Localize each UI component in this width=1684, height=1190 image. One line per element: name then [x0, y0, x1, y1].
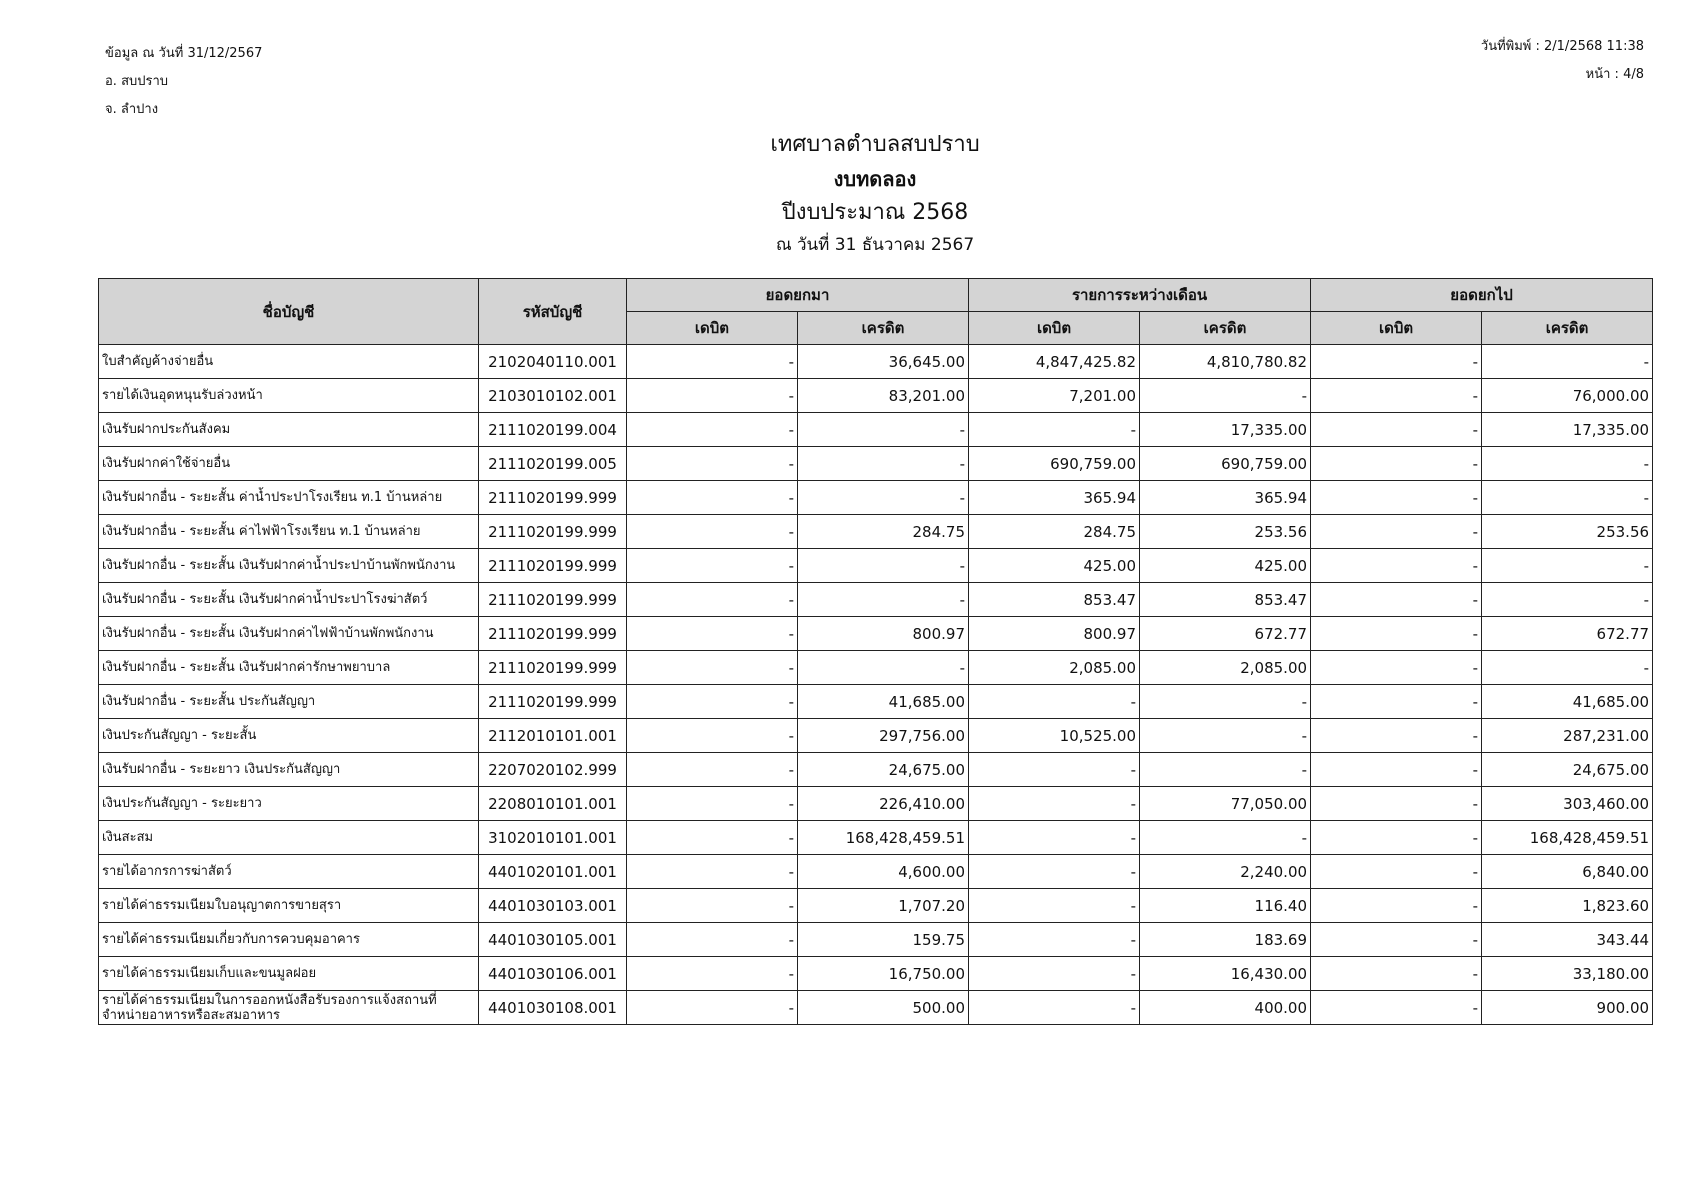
- bf-credit: 159.75: [798, 923, 969, 957]
- cf-debit: -: [1311, 413, 1482, 447]
- table-row: [99, 549, 1653, 583]
- bf-credit: 297,756.00: [798, 719, 969, 753]
- organization-name: เทศบาลตำบลสบปราบ: [770, 132, 980, 157]
- bf-debit: -: [627, 447, 798, 481]
- bf-debit: -: [627, 481, 798, 515]
- table-row: [99, 923, 1653, 957]
- cf-debit: -: [1311, 481, 1482, 515]
- cf-credit: -: [1482, 651, 1653, 685]
- province: จ. ลำปาง: [105, 102, 159, 117]
- cf-debit: -: [1311, 379, 1482, 413]
- header-bf-credit: เครดิต: [798, 312, 969, 345]
- account-code: 2102040110.001: [479, 345, 627, 379]
- cf-debit: -: [1311, 447, 1482, 481]
- bf-debit: -: [627, 923, 798, 957]
- header-during-month: รายการระหว่างเดือน: [969, 279, 1311, 312]
- cf-debit: -: [1311, 651, 1482, 685]
- cf-credit: 33,180.00: [1482, 957, 1653, 991]
- bf-debit: -: [627, 617, 798, 651]
- cf-credit: -: [1482, 549, 1653, 583]
- account-code: 4401030106.001: [479, 957, 627, 991]
- month-credit: 183.69: [1140, 923, 1311, 957]
- cf-debit: -: [1311, 583, 1482, 617]
- account-name: เงินรับฝากอื่น - ระยะยาว เงินประกันสัญญา: [99, 753, 479, 787]
- cf-credit: 6,840.00: [1482, 855, 1653, 889]
- cf-debit: -: [1311, 345, 1482, 379]
- month-credit: 253.56: [1140, 515, 1311, 549]
- report-meta-left: [105, 40, 262, 124]
- header-month-credit: เครดิต: [1140, 312, 1311, 345]
- account-name: เงินรับฝากอื่น - ระยะสั้น เงินรับฝากค่ารักษาพยาบาล: [99, 651, 479, 685]
- cf-debit: -: [1311, 821, 1482, 855]
- month-debit: 284.75: [969, 515, 1140, 549]
- district: อ. สบปราบ: [105, 74, 169, 89]
- header-carried-forward: ยอดยกไป: [1311, 279, 1653, 312]
- bf-debit: -: [627, 345, 798, 379]
- account-code: 2208010101.001: [479, 787, 627, 821]
- month-credit: 116.40: [1140, 889, 1311, 923]
- bf-credit: 168,428,459.51: [798, 821, 969, 855]
- table-row: [99, 957, 1653, 991]
- bf-debit: -: [627, 855, 798, 889]
- cf-debit: -: [1311, 957, 1482, 991]
- bf-credit: 41,685.00: [798, 685, 969, 719]
- month-credit: 4,810,780.82: [1140, 345, 1311, 379]
- bf-debit: -: [627, 379, 798, 413]
- trial-balance-table: [98, 278, 1653, 1025]
- cf-debit: -: [1311, 787, 1482, 821]
- month-debit: -: [969, 753, 1140, 787]
- table-row: [99, 991, 1653, 1025]
- cf-debit: -: [1311, 515, 1482, 549]
- account-code: 2111020199.999: [479, 583, 627, 617]
- bf-credit: 36,645.00: [798, 345, 969, 379]
- account-code: 4401030105.001: [479, 923, 627, 957]
- bf-debit: -: [627, 719, 798, 753]
- bf-credit: -: [798, 481, 969, 515]
- account-code: 2103010102.001: [479, 379, 627, 413]
- month-credit: -: [1140, 753, 1311, 787]
- cf-credit: -: [1482, 583, 1653, 617]
- month-debit: 800.97: [969, 617, 1140, 651]
- cf-debit: -: [1311, 855, 1482, 889]
- account-name: เงินสะสม: [99, 821, 479, 855]
- bf-credit: 4,600.00: [798, 855, 969, 889]
- header-cf-credit: เครดิต: [1482, 312, 1653, 345]
- bf-debit: -: [627, 753, 798, 787]
- month-debit: -: [969, 957, 1140, 991]
- table-body: [99, 345, 1653, 1025]
- cf-debit: -: [1311, 549, 1482, 583]
- account-name: เงินรับฝากอื่น - ระยะสั้น ประกันสัญญา: [99, 685, 479, 719]
- account-code: 2112010101.001: [479, 719, 627, 753]
- table-row: [99, 345, 1653, 379]
- cf-credit: 253.56: [1482, 515, 1653, 549]
- month-debit: 10,525.00: [969, 719, 1140, 753]
- month-credit: 2,240.00: [1140, 855, 1311, 889]
- cf-credit: -: [1482, 345, 1653, 379]
- month-credit: 17,335.00: [1140, 413, 1311, 447]
- bf-credit: -: [798, 413, 969, 447]
- account-name: เงินรับฝากประกันสังคม: [99, 413, 479, 447]
- account-name: รายได้ค่าธรรมเนียมเก็บและขนมูลฝอย: [99, 957, 479, 991]
- cf-credit: 287,231.00: [1482, 719, 1653, 753]
- account-name: รายได้ค่าธรรมเนียมใบอนุญาตการขายสุรา: [99, 889, 479, 923]
- month-credit: 400.00: [1140, 991, 1311, 1025]
- bf-debit: -: [627, 413, 798, 447]
- bf-debit: -: [627, 685, 798, 719]
- bf-credit: 24,675.00: [798, 753, 969, 787]
- cf-credit: 1,823.60: [1482, 889, 1653, 923]
- month-credit: -: [1140, 685, 1311, 719]
- table-row: [99, 617, 1653, 651]
- account-code: 2111020199.004: [479, 413, 627, 447]
- month-debit: -: [969, 787, 1140, 821]
- account-name: รายได้ค่าธรรมเนียมเกี่ยวกับการควบคุมอาคาร: [99, 923, 479, 957]
- table-row: [99, 379, 1653, 413]
- account-name: รายได้อากรการฆ่าสัตว์: [99, 855, 479, 889]
- print-date: วันที่พิมพ์ : 2/1/2568 11:38: [1480, 39, 1644, 54]
- bf-debit: -: [627, 787, 798, 821]
- month-credit: -: [1140, 379, 1311, 413]
- as-of-date: ณ วันที่ 31 ธันวาคม 2567: [775, 235, 975, 255]
- month-credit: 77,050.00: [1140, 787, 1311, 821]
- cf-debit: -: [1311, 753, 1482, 787]
- cf-debit: -: [1311, 719, 1482, 753]
- cf-credit: 343.44: [1482, 923, 1653, 957]
- bf-debit: -: [627, 957, 798, 991]
- bf-debit: -: [627, 583, 798, 617]
- account-code: 2111020199.999: [479, 685, 627, 719]
- month-debit: -: [969, 923, 1140, 957]
- cf-debit: -: [1311, 923, 1482, 957]
- account-name: เงินประกันสัญญา - ระยะสั้น: [99, 719, 479, 753]
- account-code: 2111020199.999: [479, 515, 627, 549]
- table-row: [99, 889, 1653, 923]
- bf-debit: -: [627, 991, 798, 1025]
- account-code: 2111020199.999: [479, 651, 627, 685]
- table-row: [99, 583, 1653, 617]
- account-code: 4401020101.001: [479, 855, 627, 889]
- month-debit: 425.00: [969, 549, 1140, 583]
- cf-credit: 41,685.00: [1482, 685, 1653, 719]
- table-row: [99, 481, 1653, 515]
- account-code: 3102010101.001: [479, 821, 627, 855]
- account-name: เงินประกันสัญญา - ระยะยาว: [99, 787, 479, 821]
- bf-debit: -: [627, 821, 798, 855]
- month-credit: 16,430.00: [1140, 957, 1311, 991]
- cf-credit: 672.77: [1482, 617, 1653, 651]
- bf-credit: 500.00: [798, 991, 969, 1025]
- account-code: 2111020199.005: [479, 447, 627, 481]
- month-debit: 690,759.00: [969, 447, 1140, 481]
- month-debit: -: [969, 685, 1140, 719]
- header-cf-debit: เดบิต: [1311, 312, 1482, 345]
- cf-credit: -: [1482, 447, 1653, 481]
- table-row: [99, 787, 1653, 821]
- bf-credit: 226,410.00: [798, 787, 969, 821]
- bf-credit: -: [798, 447, 969, 481]
- month-debit: 7,201.00: [969, 379, 1140, 413]
- account-name: รายได้ค่าธรรมเนียมในการออกหนังสือรับรองการแจ้งสถานที่จำหน่ายอาหารหรือสะสมอาหาร: [99, 991, 479, 1025]
- month-debit: -: [969, 991, 1140, 1025]
- report-title: งบทดลอง: [833, 167, 917, 191]
- month-credit: 425.00: [1140, 549, 1311, 583]
- account-code: 2111020199.999: [479, 549, 627, 583]
- bf-debit: -: [627, 651, 798, 685]
- account-name: ใบสำคัญค้างจ่ายอื่น: [99, 345, 479, 379]
- account-name: เงินรับฝากอื่น - ระยะสั้น ค่าไฟฟ้าโรงเรียน ท.1 บ้านหล่าย: [99, 515, 479, 549]
- fiscal-year: ปีงบประมาณ 2568: [781, 200, 969, 225]
- bf-credit: 16,750.00: [798, 957, 969, 991]
- month-debit: -: [969, 821, 1140, 855]
- month-credit: 853.47: [1140, 583, 1311, 617]
- account-code: 2111020199.999: [479, 617, 627, 651]
- report-titles: [0, 128, 1684, 260]
- table-row: [99, 651, 1653, 685]
- header-account-code: รหัสบัญชี: [479, 279, 627, 345]
- account-name: เงินรับฝากอื่น - ระยะสั้น เงินรับฝากค่าไฟฟ้าบ้านพักพนักงาน: [99, 617, 479, 651]
- account-code: 4401030103.001: [479, 889, 627, 923]
- bf-debit: -: [627, 549, 798, 583]
- month-credit: 672.77: [1140, 617, 1311, 651]
- month-debit: -: [969, 889, 1140, 923]
- cf-credit: -: [1482, 481, 1653, 515]
- header-bf-debit: เดบิต: [627, 312, 798, 345]
- table-row: [99, 719, 1653, 753]
- header-brought-forward: ยอดยกมา: [627, 279, 969, 312]
- month-credit: 365.94: [1140, 481, 1311, 515]
- table-row: [99, 413, 1653, 447]
- account-name: เงินรับฝากอื่น - ระยะสั้น เงินรับฝากค่าน้ำประปาโรงฆ่าสัตว์: [99, 583, 479, 617]
- account-code: 2207020102.999: [479, 753, 627, 787]
- month-debit: 365.94: [969, 481, 1140, 515]
- month-debit: 853.47: [969, 583, 1140, 617]
- bf-credit: 800.97: [798, 617, 969, 651]
- cf-credit: 168,428,459.51: [1482, 821, 1653, 855]
- account-name: เงินรับฝากอื่น - ระยะสั้น ค่าน้ำประปาโรงเรียน ท.1 บ้านหล่าย: [99, 481, 479, 515]
- account-code: 4401030108.001: [479, 991, 627, 1025]
- account-name: เงินรับฝากค่าใช้จ่ายอื่น: [99, 447, 479, 481]
- bf-credit: -: [798, 549, 969, 583]
- month-credit: -: [1140, 821, 1311, 855]
- cf-debit: -: [1311, 889, 1482, 923]
- bf-debit: -: [627, 889, 798, 923]
- cf-credit: 900.00: [1482, 991, 1653, 1025]
- bf-credit: -: [798, 583, 969, 617]
- cf-credit: 24,675.00: [1482, 753, 1653, 787]
- report-meta-right: [1481, 33, 1644, 89]
- bf-credit: 1,707.20: [798, 889, 969, 923]
- month-credit: 2,085.00: [1140, 651, 1311, 685]
- cf-credit: 17,335.00: [1482, 413, 1653, 447]
- month-debit: -: [969, 413, 1140, 447]
- bf-credit: -: [798, 651, 969, 685]
- cf-debit: -: [1311, 617, 1482, 651]
- bf-credit: 284.75: [798, 515, 969, 549]
- cf-credit: 76,000.00: [1482, 379, 1653, 413]
- table-row: [99, 855, 1653, 889]
- bf-debit: -: [627, 515, 798, 549]
- table-row: [99, 515, 1653, 549]
- table-row: [99, 447, 1653, 481]
- page-number: หน้า : 4/8: [1585, 67, 1644, 82]
- header-month-debit: เดบิต: [969, 312, 1140, 345]
- month-debit: -: [969, 855, 1140, 889]
- month-credit: 690,759.00: [1140, 447, 1311, 481]
- header-account-name: ชื่อบัญชี: [99, 279, 479, 345]
- cf-debit: -: [1311, 991, 1482, 1025]
- month-debit: 4,847,425.82: [969, 345, 1140, 379]
- month-debit: 2,085.00: [969, 651, 1140, 685]
- data-date: ข้อมูล ณ วันที่ 31/12/2567: [105, 46, 263, 61]
- bf-credit: 83,201.00: [798, 379, 969, 413]
- table-row: [99, 753, 1653, 787]
- account-code: 2111020199.999: [479, 481, 627, 515]
- month-credit: -: [1140, 719, 1311, 753]
- account-name: รายได้เงินอุดหนุนรับล่วงหน้า: [99, 379, 479, 413]
- cf-credit: 303,460.00: [1482, 787, 1653, 821]
- table-row: [99, 685, 1653, 719]
- cf-debit: -: [1311, 685, 1482, 719]
- account-name: เงินรับฝากอื่น - ระยะสั้น เงินรับฝากค่าน้ำประปาบ้านพักพนักงาน: [99, 549, 479, 583]
- table-row: [99, 821, 1653, 855]
